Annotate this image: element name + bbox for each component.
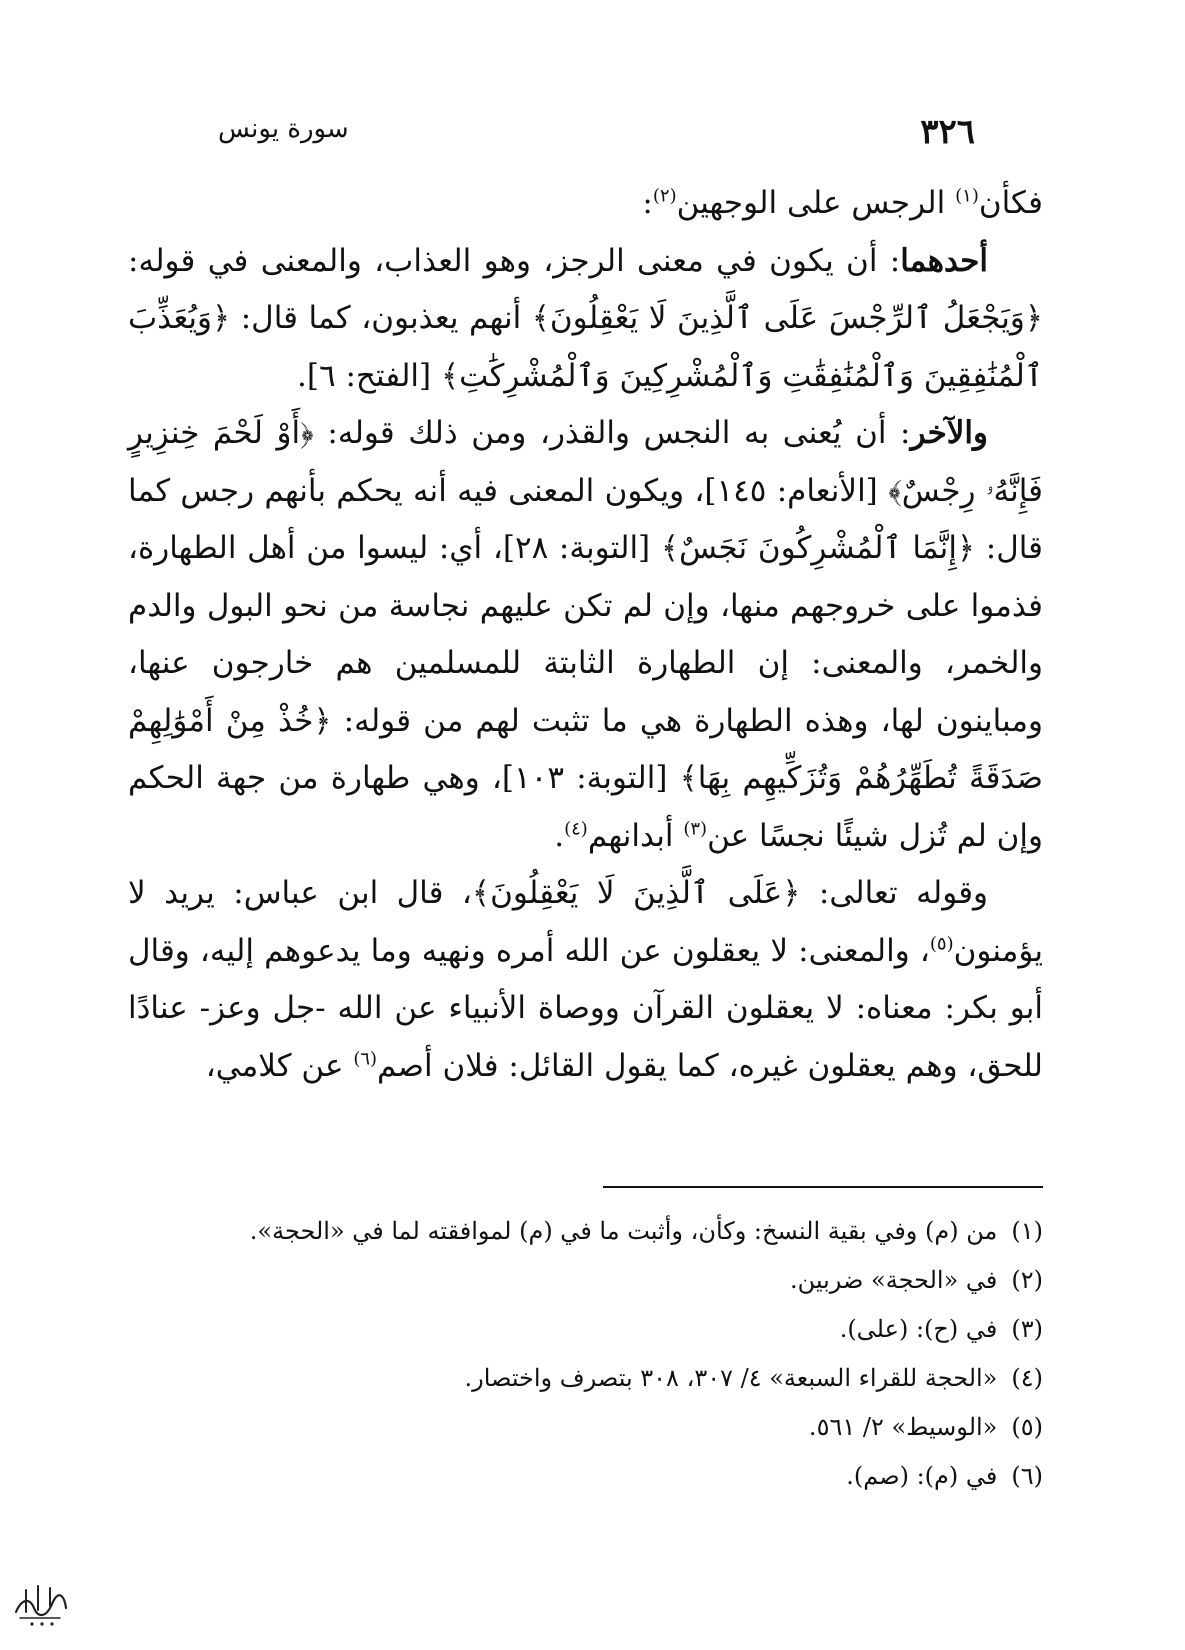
text-run: وقوله تعالى: ﴿عَلَى ٱلَّذِينَ لَا يَعْقِلُونَ﴾، قال ابن عباس: يريد لا يؤمنون [128, 875, 1043, 969]
footnote-divider [603, 1186, 1043, 1188]
footnote [128, 1403, 1043, 1452]
footnote-number: (٣) [1011, 1315, 1043, 1343]
footnote [128, 1305, 1043, 1354]
footnote-number: (٥) [1011, 1413, 1043, 1441]
text-run: : أن يكون في معنى الرجز، وهو العذاب، والمعنى في قوله: ﴿وَيَجْعَلُ ٱلرِّجْسَ عَلَى ٱلَّذِينَ لَا يَعْقِلُونَ﴾ أنهم يعذبون، كما قال: ﴿وَيُعَذِّبَ ٱلْمُنَٰفِقِينَ وَٱلْمُنَٰفِقَٰتِ وَٱلْمُشْرِكِينَ وَٱلْمُشْرِكَٰتِ﴾ [الفتح: ٦]. [128, 242, 1043, 394]
text-run: أبدانهم [587, 817, 684, 854]
text-run: فكأن [978, 185, 1043, 221]
paragraph-lead: أحدهما [900, 242, 988, 279]
footnote-number: (٢) [1011, 1266, 1043, 1294]
footnote [128, 1207, 1043, 1256]
page-header [0, 112, 1185, 162]
text-run: : أن يُعنى به النجس والقذر، ومن ذلك قوله: ﴿أَوْ لَحْمَ خِنزِيرٍ فَإِنَّهُۥ رِجْسٌ﴾ [الأنعام: ١٤٥]، ويكون المعنى فيه أنه يحكم بأنهم رجس كما قال: ﴿إِنَّمَا ٱلْمُشْرِكُونَ نَجَسٌ﴾ [التوبة: ٢٨]، أي: ليسوا من أهل الطهارة، فذموا على خروجهم منها، وإن لم تكن عليهم نجاسة من نحو البول والدم والخمر، والمعنى: إن الطهارة الثابتة للمسلمين هم خارجون عنها، ومباينون لها، وهذه الطهارة هي ما تثبت لهم من قوله: ﴿خُذْ مِنْ أَمْوَٰلِهِمْ صَدَقَةً تُطَهِّرُهُمْ وَتُزَكِّيهِم بِهَا﴾ [التوبة: ١٠٣]، وهي طهارة من جهة الحكم وإن لم تُزل شيئًا نجسًا عن [128, 415, 1044, 854]
footnote-text: في «الحجة» ضربين. [789, 1266, 998, 1294]
text-run: ، والمعنى: لا يعقلون عن الله أمره ونهيه وما يدعوهم إليه، وقال أبو بكر: معناه: لا يعقلون القرآن ووصاة الأنبياء عن الله -جل وعز- عنادًا للحق، وهم يعقلون غيره، كما يقول القائل: فلان أصم [128, 932, 1043, 1084]
paragraph-1 [128, 175, 1043, 233]
text-run: عن كلامي، [205, 1047, 354, 1084]
running-title: سورة يونس [218, 114, 349, 144]
paragraph-2 [128, 233, 1043, 406]
paragraph-4 [128, 865, 1043, 1095]
text-run: . [554, 817, 565, 854]
footnote-text: من (م) وفي بقية النسخ: وكأن، وأثبت ما في (م) لموافقته لما في «الحجة». [249, 1217, 998, 1245]
footnote-text: «الوسيط» ٢/ ٥٦١. [808, 1413, 998, 1441]
footnote-ref-2: (٢) [652, 185, 677, 207]
footnote-text: «الحجة للقراء السبعة» ٤/ ٣٠٧، ٣٠٨ بتصرف واختصار. [464, 1364, 998, 1392]
paragraph-lead: والآخر [910, 415, 988, 451]
text-run: : [642, 185, 653, 221]
main-text [128, 175, 1043, 1095]
footnotes [128, 1207, 1043, 1501]
footnote [128, 1354, 1043, 1403]
footnote-number: (٦) [1011, 1462, 1043, 1490]
footnote-text: في (ح): (على). [839, 1315, 998, 1343]
footnote-ref-1: (١) [955, 185, 979, 207]
footnote [128, 1256, 1043, 1305]
footnote-ref-5: (٥) [929, 933, 954, 955]
footnote-ref-4: (٤) [564, 818, 588, 840]
text-run: الرجس على الوجهين [676, 185, 956, 221]
footnote-number: (١) [1011, 1217, 1043, 1245]
footnote-number: (٤) [1011, 1364, 1043, 1392]
library-seal-icon [8, 1568, 72, 1632]
footnote-text: في (م): (صم). [846, 1462, 998, 1490]
footnote-ref-6: (٦) [353, 1048, 378, 1070]
footnote-ref-3: (٣) [683, 818, 708, 840]
footnote [128, 1452, 1043, 1501]
page-number: ٣٢٦ [920, 112, 975, 152]
paragraph-3 [128, 405, 1043, 865]
